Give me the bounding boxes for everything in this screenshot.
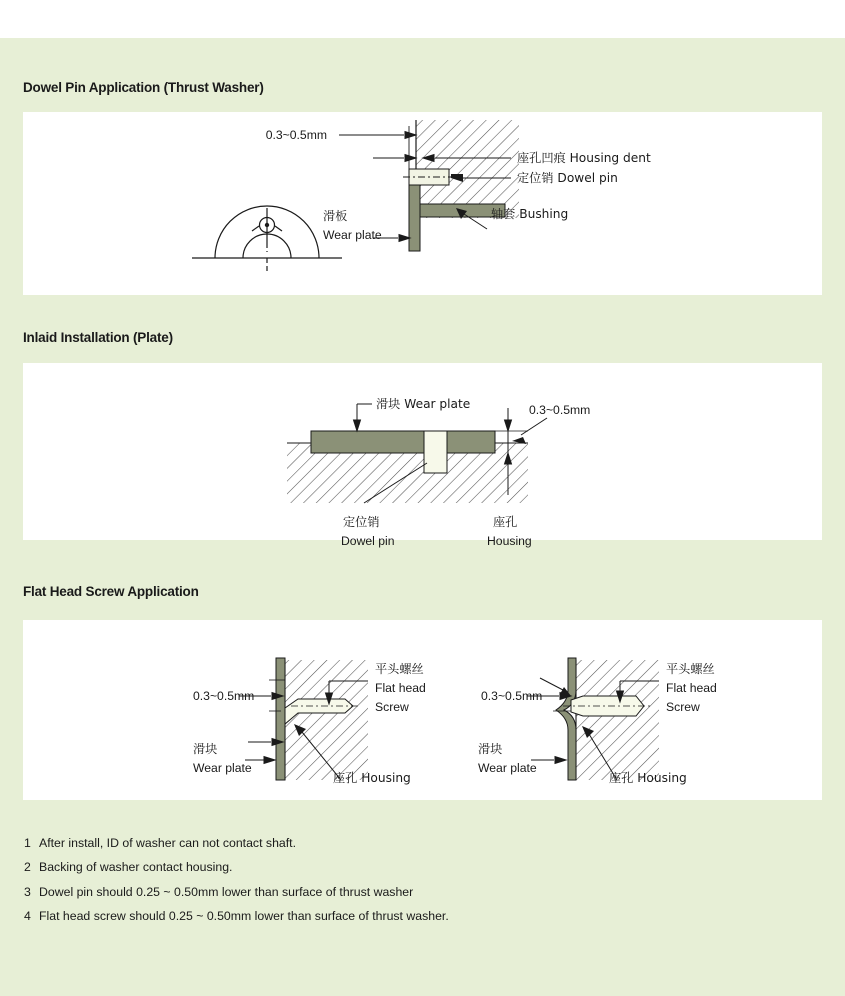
note-item [24, 836, 784, 860]
notes-list [24, 836, 784, 933]
screw-label-en1-left: Flat head [375, 681, 426, 695]
clearance-label-1: 0.3~0.5mm [265, 128, 327, 142]
wear-plate-label-cn-left: 滑块 [193, 742, 218, 756]
housing-label-left-flat: 座孔 Housing [333, 771, 411, 785]
wear-plate-label-en: Wear plate [323, 228, 382, 242]
wear-plate-left-segment [311, 431, 424, 453]
note-text: Dowel pin should 0.25 ~ 0.50mm lower than surface of thrust washer [39, 884, 414, 899]
screw-label-cn-right: 平头螺丝 [666, 662, 715, 676]
wear-plate-left-flat [276, 658, 285, 780]
screw-label-cn-left: 平头螺丝 [375, 662, 424, 676]
wear-plate-label-en-right: Wear plate [478, 761, 537, 775]
washer-section-symbol [192, 206, 342, 272]
section-title-dowel-pin: Dowel Pin Application (Thrust Washer) [23, 80, 264, 95]
diagram-panel-flat-head-screw [23, 620, 822, 800]
note-number: 1 [24, 836, 31, 850]
bushing-label: 轴套 Bushing [491, 207, 569, 221]
note-item [24, 885, 784, 909]
dowel-pin-slot [424, 431, 447, 473]
flat-head-screw-body-right [563, 696, 651, 716]
inlaid-installation-diagram [23, 363, 822, 548]
note-item [24, 909, 784, 933]
section-title-flat-head-screw: Flat Head Screw Application [23, 584, 199, 599]
diagram-panel-dowel-pin [23, 112, 822, 295]
wear-plate-right-segment [447, 431, 495, 453]
note-number: 2 [24, 860, 31, 875]
flat-head-screw-diagram [23, 620, 822, 800]
housing-dent-label: 座孔凹痕 Housing dent [517, 151, 651, 165]
screw-label-en2-right: Screw [666, 700, 700, 714]
flat-head-screw-left-variant [193, 658, 426, 785]
wear-plate-label-inlaid: 滑块 Wear plate [376, 397, 471, 411]
housing-label-right-flat: 座孔 Housing [609, 771, 687, 785]
clearance-label-left-flat: 0.3~0.5mm [193, 689, 255, 703]
note-text: Backing of washer contact housing. [39, 860, 233, 875]
dowel-pin [403, 169, 455, 185]
clearance-label-right-flat: 0.3~0.5mm [481, 689, 543, 703]
wear-plate-label-en-left: Wear plate [193, 761, 252, 775]
dowel-pin-label: 定位销 Dowel pin [517, 171, 618, 185]
dowel-pin-label-en-inlaid: Dowel pin [341, 534, 395, 548]
clearance-leader-top [339, 126, 416, 242]
wear-plate-leader-inlaid [354, 404, 373, 431]
section-title-inlaid: Inlaid Installation (Plate) [23, 330, 173, 345]
screw-label-en2-left: Screw [375, 700, 409, 714]
wear-plate-vertical [409, 175, 420, 251]
flat-head-screw-right-variant [478, 658, 717, 785]
note-number: 4 [24, 908, 31, 923]
wear-plate-label-cn: 滑板 [323, 209, 348, 223]
wear-plate-label-cn-right: 滑块 [478, 742, 503, 756]
note-number: 3 [24, 884, 31, 899]
note-text: After install, ID of washer can not contact shaft. [39, 836, 296, 850]
clearance-label-inlaid: 0.3~0.5mm [529, 403, 591, 417]
dowel-pin-label-cn-inlaid: 定位销 [343, 515, 380, 529]
note-text: Flat head screw should 0.25 ~ 0.50mm lower than surface of thrust washer. [39, 908, 449, 923]
housing-label-cn-inlaid: 座孔 [493, 515, 518, 529]
page-background [0, 38, 845, 996]
dowel-pin-diagram [23, 112, 822, 295]
screw-label-en1-right: Flat head [666, 681, 717, 695]
housing-label-en-inlaid: Housing [487, 534, 532, 548]
note-item [24, 860, 784, 884]
diagram-panel-inlaid [23, 363, 822, 548]
